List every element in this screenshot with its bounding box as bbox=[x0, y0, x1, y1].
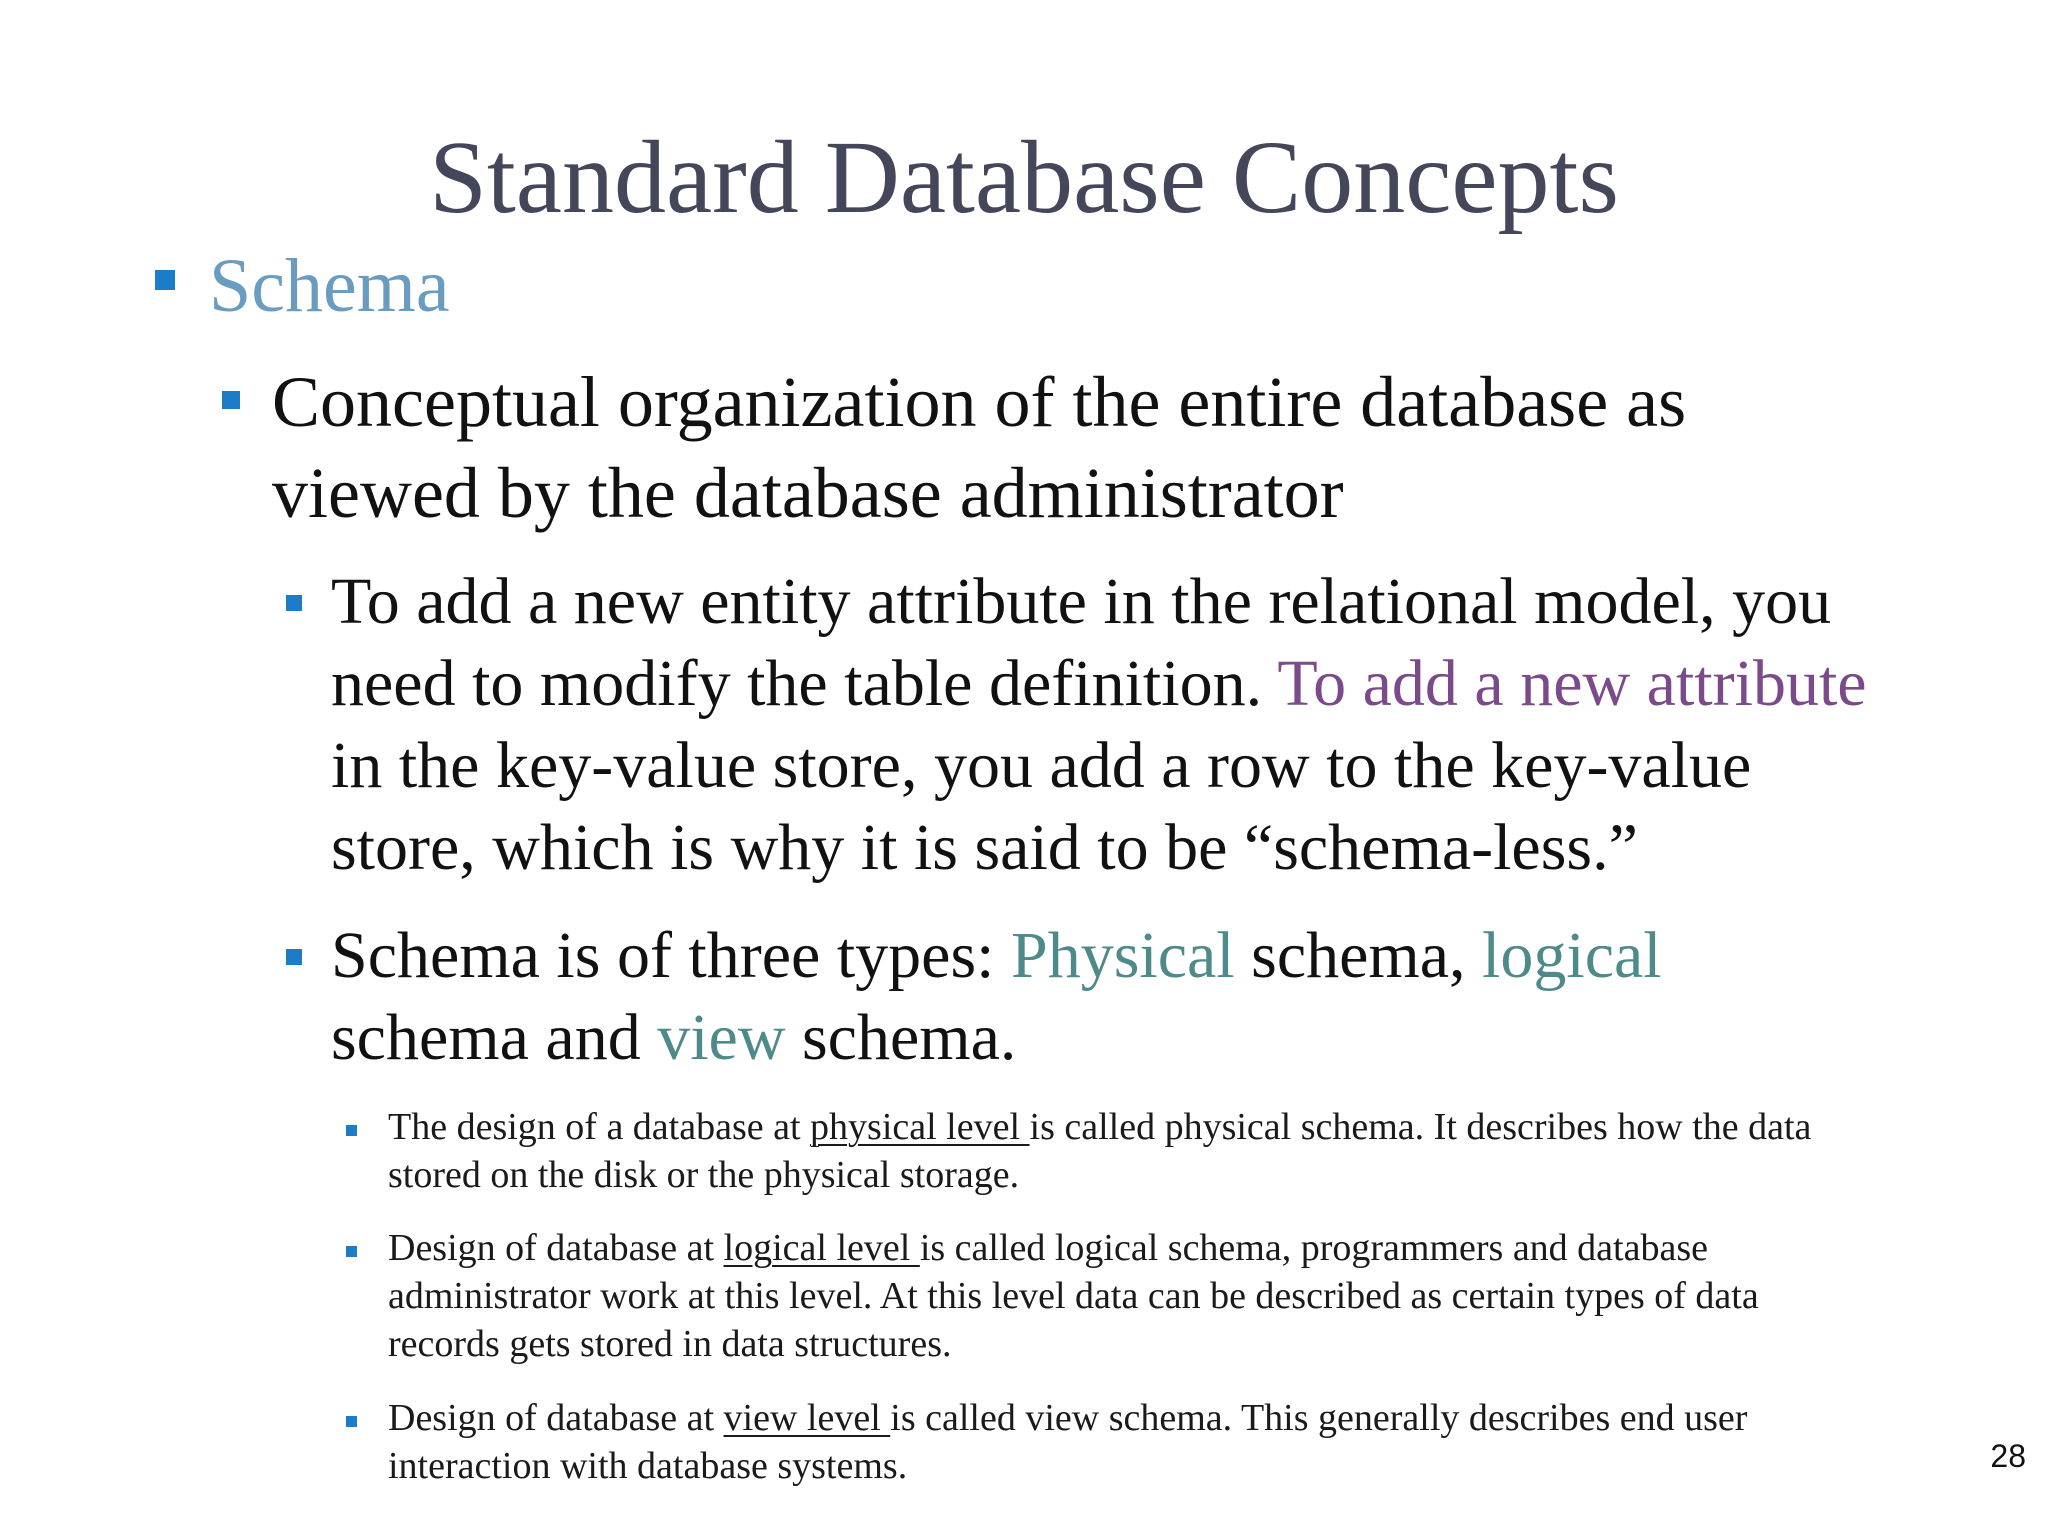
key-value-line-4: store, which is why it is said to be “schema-less.” bbox=[331, 811, 1638, 884]
logical-line-2: administrator work at this level. At this level data can be described as certain types of data bbox=[388, 1275, 1759, 1317]
physical-text: The design of a database at bbox=[388, 1106, 811, 1148]
types-text: schema and bbox=[331, 1001, 658, 1074]
slide-title: Standard Database Concepts bbox=[429, 120, 1619, 235]
key-value-line-2-purple: To add a new attribute bbox=[1277, 647, 1867, 720]
logical-level-term: logical level bbox=[723, 1227, 920, 1269]
types-logical: logical bbox=[1482, 919, 1662, 992]
square-bullet-icon bbox=[286, 595, 302, 611]
types-text: schema. bbox=[785, 1001, 1017, 1074]
view-level-term: view level bbox=[723, 1397, 891, 1439]
key-value-line-1: To add a new entity attribute in the relational model, you bbox=[331, 565, 1832, 638]
square-bullet-icon bbox=[155, 270, 175, 290]
square-bullet-icon bbox=[286, 949, 302, 965]
key-value-line-3: in the key-value store, you add a row to the key-value bbox=[331, 729, 1752, 802]
schema-types-line-2 bbox=[331, 997, 1016, 1079]
square-bullet-icon bbox=[222, 391, 240, 409]
key-value-line-2 bbox=[331, 643, 1867, 725]
physical-line-2: stored on the disk or the physical storage. bbox=[388, 1154, 1020, 1196]
types-text: schema, bbox=[1234, 919, 1483, 992]
page-number: 28 bbox=[1990, 1438, 2026, 1474]
logical-text: is called logical schema, programmers and database bbox=[919, 1227, 1708, 1269]
square-bullet-icon bbox=[346, 1125, 357, 1136]
physical-text: is called physical schema. It describes how the data bbox=[1029, 1106, 1812, 1148]
view-text: is called view schema. This generally describes end user bbox=[890, 1397, 1748, 1439]
types-text: Schema is of three types: bbox=[331, 919, 1011, 992]
logical-text: Design of database at bbox=[388, 1227, 724, 1269]
definition-line-1: Conceptual organization of the entire database as bbox=[272, 362, 1687, 442]
view-line-1 bbox=[388, 1394, 1747, 1442]
key-value-line-2-black: need to modify the table definition. bbox=[331, 647, 1278, 720]
view-text: Design of database at bbox=[388, 1397, 724, 1439]
logical-line-1 bbox=[388, 1224, 1708, 1272]
physical-level-term: physical level bbox=[810, 1106, 1030, 1148]
logical-line-3: records gets stored in data structures. bbox=[388, 1323, 952, 1365]
types-physical: Physical bbox=[1010, 919, 1235, 992]
physical-line-1 bbox=[388, 1103, 1811, 1151]
types-view: view bbox=[657, 1001, 786, 1074]
schema-heading: Schema bbox=[209, 244, 450, 328]
view-line-2: interaction with database systems. bbox=[388, 1445, 908, 1487]
square-bullet-icon bbox=[346, 1416, 357, 1427]
square-bullet-icon bbox=[346, 1246, 357, 1257]
definition-line-2: viewed by the database administrator bbox=[272, 453, 1344, 533]
schema-types-line-1 bbox=[331, 915, 1662, 997]
